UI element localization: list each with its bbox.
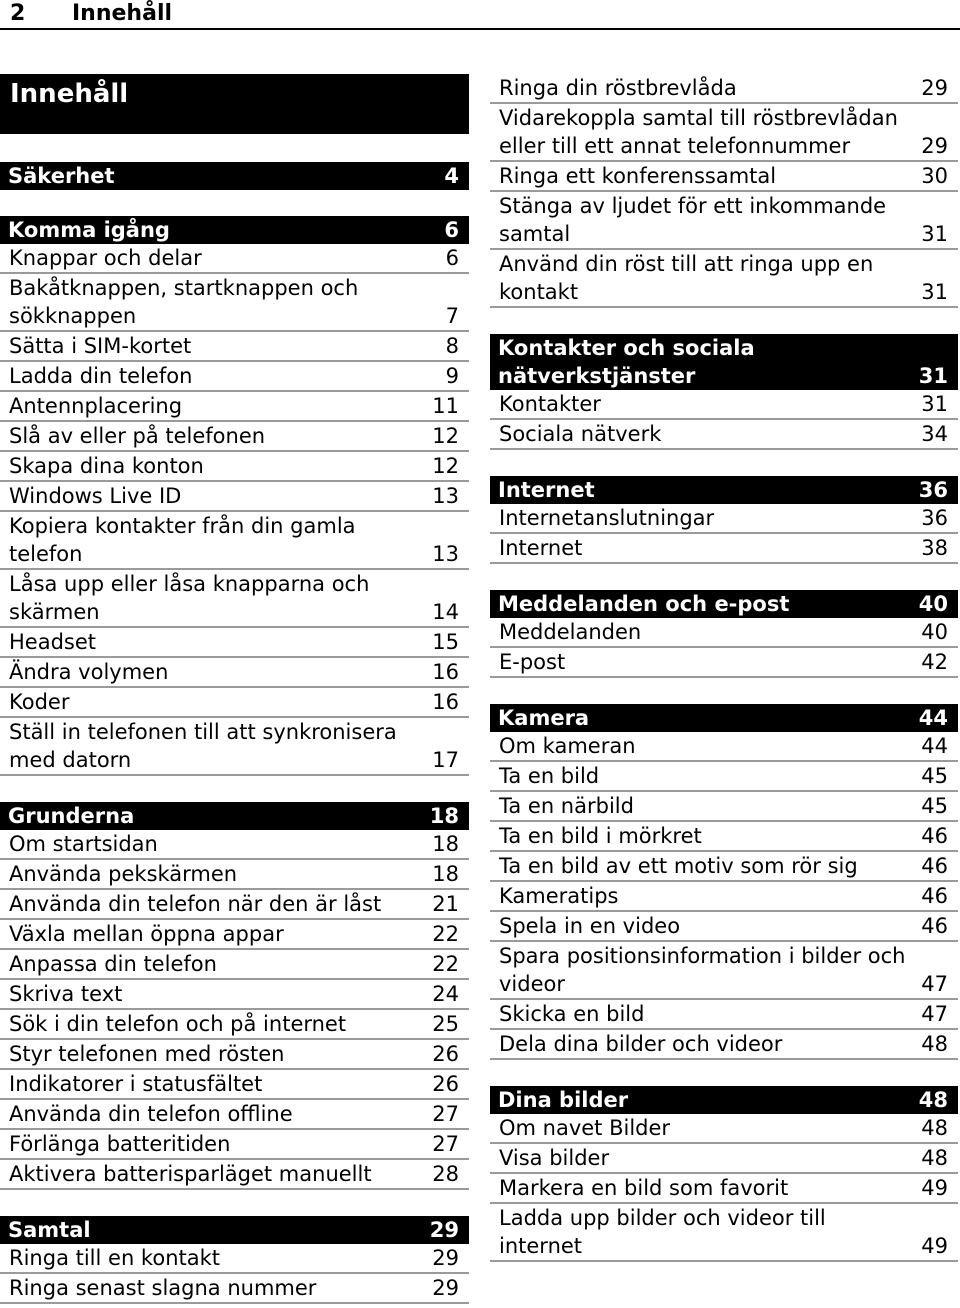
toc-entry-title: Kontakter — [499, 392, 601, 416]
section-heading-title: Internet — [498, 478, 595, 502]
toc-entry-title: Ringa till en kontakt — [9, 1246, 220, 1270]
toc-entry-page: 42 — [921, 650, 948, 674]
toc-entry[interactable] — [0, 570, 469, 628]
section-heading[interactable] — [0, 1216, 469, 1244]
toc-entry-page: 44 — [921, 734, 948, 758]
toc-entry[interactable] — [0, 718, 469, 776]
toc-entry-title: Ta en bild av ett motiv som rör sig — [499, 854, 858, 878]
toc-entry-page: 36 — [921, 506, 948, 530]
toc-entry[interactable] — [0, 244, 469, 274]
toc-entry[interactable] — [490, 1030, 958, 1060]
toc-entry[interactable] — [0, 920, 469, 950]
section-heading[interactable] — [0, 802, 469, 830]
toc-entry-page: 28 — [432, 1162, 459, 1186]
section-heading-page: 31 — [918, 364, 948, 388]
toc-section — [0, 802, 469, 1190]
toc-entry-title: Använd din röst till att ringa upp en kontakt — [499, 252, 874, 304]
page-header — [0, 0, 960, 30]
toc-entry-page: 31 — [921, 392, 948, 416]
toc-entry-title: Anpassa din telefon — [9, 952, 217, 976]
toc-entry-page: 13 — [432, 484, 459, 508]
toc-entry-page: 27 — [432, 1102, 459, 1126]
toc-entry-page: 49 — [921, 1234, 948, 1258]
toc-entry[interactable] — [490, 762, 958, 792]
toc-entry-page: 6 — [445, 246, 459, 270]
toc-entry[interactable] — [490, 74, 958, 104]
toc-section — [490, 704, 958, 1060]
toc-entry-page: 16 — [432, 660, 459, 684]
toc-entry[interactable] — [490, 390, 958, 420]
toc-entry-page: 47 — [921, 972, 948, 996]
toc-entry-title: Ladda din telefon — [9, 364, 193, 388]
toc-entry-title: Om kameran — [499, 734, 636, 758]
section-heading-title: Kontakter och sociala nätverkstjänster — [498, 336, 755, 388]
toc-entry[interactable] — [0, 512, 469, 570]
toc-entry-title: Kopiera kontakter från din gamla telefon — [9, 514, 356, 566]
toc-entry-title: Knappar och delar — [9, 246, 202, 270]
toc-entry-title: Om startsidan — [9, 832, 158, 856]
section-heading[interactable] — [490, 590, 958, 618]
toc-entry-title: Spela in en video — [499, 914, 681, 938]
toc-entry-title: Windows Live ID — [9, 484, 182, 508]
toc-entry-page: 9 — [445, 364, 459, 388]
toc-entry-title: Headset — [9, 630, 97, 654]
toc-entry[interactable] — [0, 830, 469, 860]
toc-entry[interactable] — [0, 1100, 469, 1130]
toc-entry-page: 48 — [921, 1116, 948, 1140]
toc-entry-page: 21 — [432, 892, 459, 916]
toc-entry-title: Kameratips — [499, 884, 619, 908]
section-heading-page: 6 — [444, 218, 459, 242]
toc-entry-title: Om navet Bilder — [499, 1116, 671, 1140]
section-heading-title: Dina bilder — [498, 1088, 629, 1112]
toc-entry-page: 47 — [921, 1002, 948, 1026]
toc-entry[interactable] — [490, 420, 958, 450]
toc-entry-title: Ställ in telefonen till att synkronisera med datorn — [9, 720, 397, 772]
toc-entry[interactable] — [0, 482, 469, 512]
section-heading[interactable] — [490, 476, 958, 504]
toc-entry-title: Ta en närbild — [499, 794, 634, 818]
toc-entry-title: Använda pekskärmen — [9, 862, 238, 886]
toc-entry-page: 24 — [432, 982, 459, 1006]
toc-entry[interactable] — [490, 162, 958, 192]
toc-entry-title: Antennplacering — [9, 394, 183, 418]
toc-entry-title: Dela dina bilder och videor — [499, 1032, 783, 1056]
toc-entry-title: Använda din telefon offline — [9, 1102, 293, 1126]
toc-entry-title: Skriva text — [9, 982, 123, 1006]
toc-entry-page: 49 — [921, 1176, 948, 1200]
toc-entry[interactable] — [0, 1160, 469, 1190]
toc-title: Innehåll — [0, 74, 469, 134]
toc-entry[interactable] — [0, 452, 469, 482]
toc-section — [0, 216, 469, 776]
toc-entry-page: 12 — [432, 454, 459, 478]
toc-entry[interactable] — [490, 618, 958, 648]
toc-entry-title: Låsa upp eller låsa knapparna och skärmen — [9, 572, 370, 624]
toc-entry-title: Markera en bild som favorit — [499, 1176, 789, 1200]
toc-entry-title: Skicka en bild — [499, 1002, 645, 1026]
toc-entry-page: 46 — [921, 884, 948, 908]
toc-entry-title: Ringa senast slagna nummer — [9, 1276, 317, 1300]
toc-entry-page: 46 — [921, 854, 948, 878]
toc-section — [490, 476, 958, 564]
toc-entry[interactable] — [490, 104, 958, 162]
toc-entry-title: Internet — [499, 536, 583, 560]
toc-entry-title: Ta en bild i mörkret — [499, 824, 702, 848]
toc-entry-page: 14 — [432, 600, 459, 624]
toc-entry-page: 29 — [921, 134, 948, 158]
toc-entry-page: 45 — [921, 764, 948, 788]
toc-entry[interactable] — [0, 1130, 469, 1160]
section-heading-page: 36 — [918, 478, 948, 502]
section-heading-page: 29 — [429, 1218, 459, 1242]
toc-entry[interactable] — [490, 822, 958, 852]
toc-entry-page: 13 — [432, 542, 459, 566]
toc-entry-title: Indikatorer i statusfältet — [9, 1072, 263, 1096]
toc-entry-title: Skapa dina konton — [9, 454, 204, 478]
toc-entry-page: 45 — [921, 794, 948, 818]
section-heading-page: 18 — [429, 804, 459, 828]
toc-entry-title: Visa bilder — [499, 1146, 610, 1170]
toc-entry-page: 46 — [921, 914, 948, 938]
toc-entry[interactable] — [490, 732, 958, 762]
toc-entry-page: 29 — [921, 76, 948, 100]
toc-entry[interactable] — [490, 1144, 958, 1174]
toc-entry-page: 26 — [432, 1072, 459, 1096]
toc-entry-page: 29 — [432, 1276, 459, 1300]
toc-entry[interactable] — [490, 534, 958, 564]
toc-entry-title: Koder — [9, 690, 70, 714]
toc-entry-title: Styr telefonen med rösten — [9, 1042, 285, 1066]
section-heading-title: Kamera — [498, 706, 590, 730]
toc-entry-title: Sociala nätverk — [499, 422, 662, 446]
toc-entry-page: 30 — [921, 164, 948, 188]
toc-entry-title: Förlänga batteritiden — [9, 1132, 231, 1156]
toc-entry[interactable] — [490, 1000, 958, 1030]
toc-entry[interactable] — [0, 1274, 469, 1304]
toc-entry-title: Ringa din röstbrevlåda — [499, 76, 737, 100]
toc-entry-page: 29 — [432, 1246, 459, 1270]
toc-entry-page: 46 — [921, 824, 948, 848]
toc-entry-page: 25 — [432, 1012, 459, 1036]
toc-entry[interactable] — [0, 1040, 469, 1070]
toc-section — [490, 590, 958, 678]
toc-entry[interactable] — [490, 912, 958, 942]
section-heading[interactable] — [490, 1086, 958, 1114]
section-heading-title: Grunderna — [8, 804, 135, 828]
toc-entry[interactable] — [490, 942, 958, 1000]
toc-entry-title: Sök i din telefon och på internet — [9, 1012, 347, 1036]
toc-entry-title: Meddelanden — [499, 620, 642, 644]
toc-entry-page: 8 — [445, 334, 459, 358]
toc-entry[interactable] — [0, 950, 469, 980]
toc-entry-page: 11 — [432, 394, 459, 418]
toc-entry-title: Använda din telefon när den är låst — [9, 892, 382, 916]
section-heading-page: 44 — [918, 706, 948, 730]
section-heading-title: Komma igång — [8, 218, 170, 242]
toc-entry[interactable] — [490, 792, 958, 822]
toc-entry-title: Ladda upp bilder och videor till internet — [499, 1206, 826, 1258]
toc-right-column — [490, 74, 958, 1262]
toc-entry[interactable] — [490, 648, 958, 678]
toc-entry-title: Ringa ett konferenssamtal — [499, 164, 777, 188]
toc-entry-page: 31 — [921, 222, 948, 246]
toc-entry-page: 7 — [445, 304, 459, 328]
toc-entry-title: Aktivera batterisparläget manuellt — [9, 1162, 372, 1186]
section-heading-title: Säkerhet — [8, 164, 115, 188]
toc-entry-title: E-post — [499, 650, 566, 674]
toc-entry-page: 17 — [432, 748, 459, 772]
page-number: 2 — [10, 1, 26, 26]
toc-entry-page: 22 — [432, 952, 459, 976]
toc-entry-page: 38 — [921, 536, 948, 560]
toc-entry[interactable] — [0, 890, 469, 920]
section-heading[interactable] — [490, 334, 958, 390]
toc-entry[interactable] — [490, 250, 958, 308]
toc-entry[interactable] — [490, 1204, 958, 1262]
section-heading[interactable] — [0, 216, 469, 244]
toc-entry[interactable] — [0, 1070, 469, 1100]
toc-entry-page: 48 — [921, 1146, 948, 1170]
toc-entry[interactable] — [0, 362, 469, 392]
toc-entry[interactable] — [0, 658, 469, 688]
toc-entry[interactable] — [490, 1114, 958, 1144]
toc-entry-page: 34 — [921, 422, 948, 446]
toc-entry-page: 16 — [432, 690, 459, 714]
toc-entry-page: 18 — [432, 862, 459, 886]
toc-entry-page: 40 — [921, 620, 948, 644]
toc-section — [490, 334, 958, 450]
section-heading[interactable] — [490, 704, 958, 732]
toc-entry[interactable] — [0, 1010, 469, 1040]
toc-entry-title: Spara positionsinformation i bilder och videor — [499, 944, 906, 996]
toc-entry-title: Stänga av ljudet för ett inkommande samtal — [499, 194, 887, 246]
toc-entry[interactable] — [0, 1244, 469, 1274]
toc-entry-page: 18 — [432, 832, 459, 856]
section-heading-title: Samtal — [8, 1218, 91, 1242]
toc-entry[interactable] — [0, 422, 469, 452]
section-heading-title: Meddelanden och e-post — [498, 592, 790, 616]
toc-entry[interactable] — [0, 392, 469, 422]
section-heading-page: 40 — [918, 592, 948, 616]
toc-section — [0, 162, 469, 190]
toc-entry-page: 26 — [432, 1042, 459, 1066]
toc-left-column — [0, 74, 469, 1304]
toc-entry-title: Växla mellan öppna appar — [9, 922, 284, 946]
toc-entry[interactable] — [0, 332, 469, 362]
toc-entry-title: Bakåtknappen, startknappen och sökknappen — [9, 276, 359, 328]
toc-entry-page: 27 — [432, 1132, 459, 1156]
section-heading[interactable] — [0, 162, 469, 190]
toc-section — [490, 74, 958, 308]
toc-entry[interactable] — [0, 628, 469, 658]
running-title: Innehåll — [72, 1, 173, 26]
toc-entry-title: Ta en bild — [499, 764, 600, 788]
toc-entry-page: 22 — [432, 922, 459, 946]
toc-entry[interactable] — [490, 1174, 958, 1204]
toc-entry[interactable] — [0, 274, 469, 332]
toc-entry-title: Vidarekoppla samtal till röstbrevlådan eller till ett annat telefonnummer — [499, 106, 898, 158]
toc-entry-page: 31 — [921, 280, 948, 304]
section-heading-page: 4 — [444, 164, 459, 188]
toc-entry-title: Slå av eller på telefonen — [9, 424, 266, 448]
toc-section — [0, 1216, 469, 1304]
toc-entry[interactable] — [490, 882, 958, 912]
toc-entry[interactable] — [490, 192, 958, 250]
toc-entry[interactable] — [0, 688, 469, 718]
toc-entry-page: 12 — [432, 424, 459, 448]
toc-entry[interactable] — [0, 860, 469, 890]
toc-entry-title: Internetanslutningar — [499, 506, 715, 530]
toc-section — [490, 1086, 958, 1262]
toc-entry[interactable] — [0, 980, 469, 1010]
toc-entry-title: Ändra volymen — [9, 660, 169, 684]
toc-entry-page: 48 — [921, 1032, 948, 1056]
toc-entry[interactable] — [490, 852, 958, 882]
toc-entry-title: Sätta i SIM-kortet — [9, 334, 192, 358]
toc-entry[interactable] — [490, 504, 958, 534]
section-heading-page: 48 — [918, 1088, 948, 1112]
toc-entry-page: 15 — [432, 630, 459, 654]
